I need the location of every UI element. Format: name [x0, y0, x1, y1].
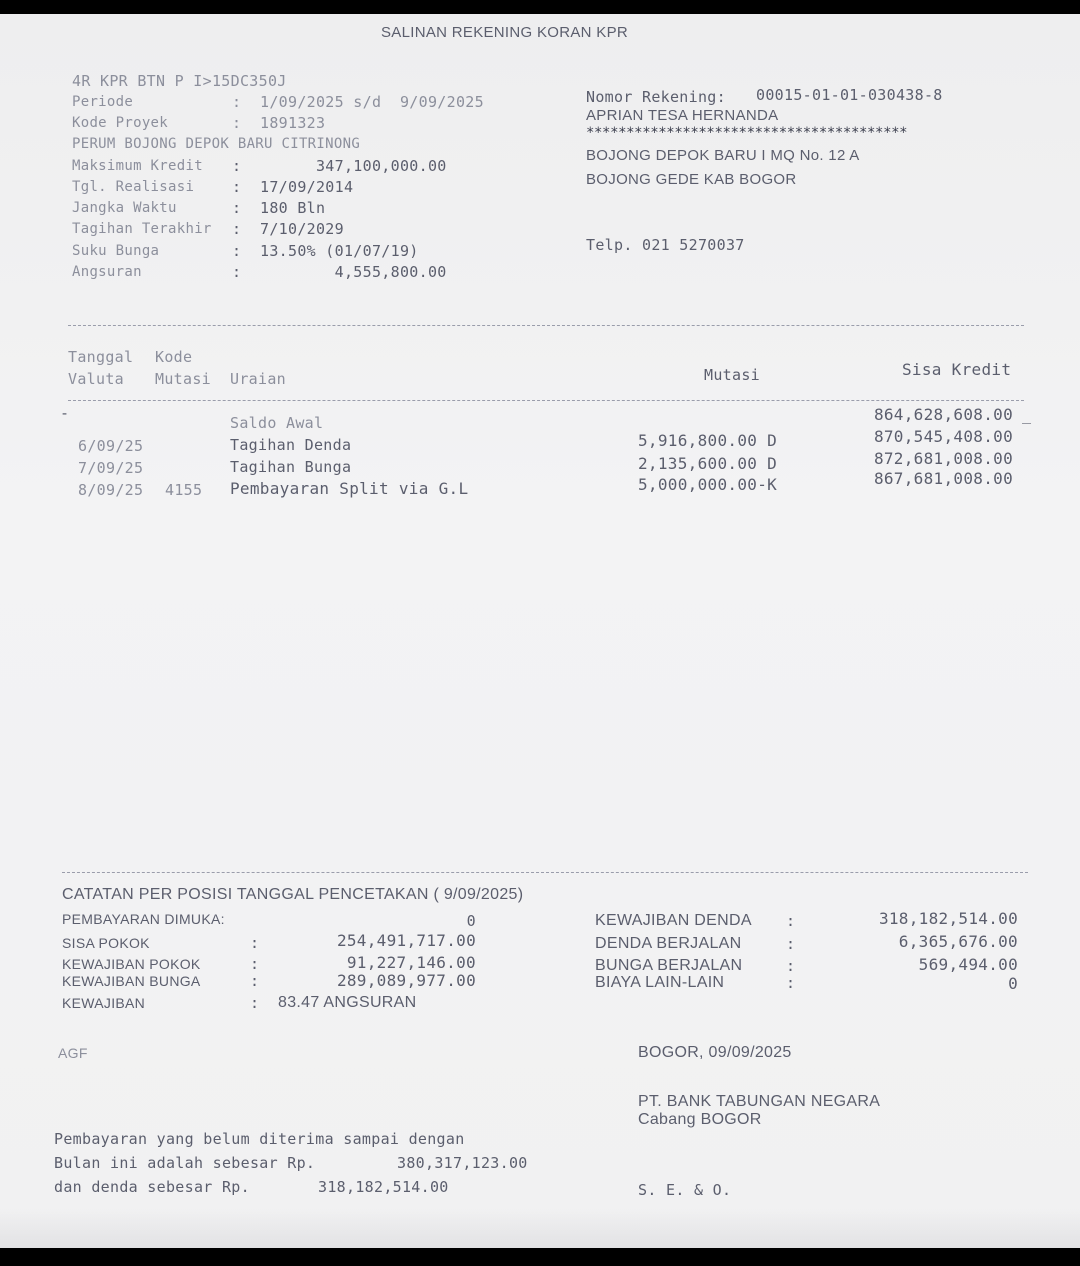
max-credit-value: : 347,100,000.00: [232, 157, 447, 175]
note-label-interest-obligation: KEWAJIBAN BUNGA: [62, 973, 201, 989]
note-colon: :: [786, 935, 796, 953]
col-header-mutasi-code: Mutasi: [155, 370, 211, 388]
realization-date-label: Tgl. Realisasi: [72, 179, 195, 195]
note-value-principal-obligation: 91,227,146.00: [346, 953, 476, 972]
note-colon: :: [250, 955, 260, 973]
account-number-label: Nomor Rekening:: [586, 88, 726, 106]
statement-paper: [0, 14, 1080, 1248]
unpaid-penalty-label: dan denda sebesar Rp.: [54, 1178, 250, 1196]
col-header-kode: Kode: [155, 348, 193, 366]
loan-code: 4R KPR BTN P I>15DC350J: [72, 72, 287, 90]
table-row-sisa: 872,681,008.00: [873, 449, 1013, 468]
note-value-running-penalty: 6,365,676.00: [898, 932, 1018, 951]
project-code-label: Kode Proyek: [72, 115, 169, 131]
table-row-desc: Pembayaran Split via G.L: [230, 479, 469, 498]
note-value-other-fees: 0: [1008, 974, 1018, 993]
note-label-prepayment: PEMBAYARAN DIMUKA:: [62, 911, 225, 927]
divider-header: [68, 400, 1024, 401]
address-line-2: BOJONG GEDE KAB BOGOR: [586, 171, 797, 188]
project-code-value: : 1891323: [232, 114, 326, 132]
document-title: SALINAN REKENING KORAN KPR: [381, 24, 629, 41]
note-label-obligation: KEWAJIBAN: [62, 995, 146, 1011]
note-label-running-interest: BUNGA BERJALAN: [595, 957, 743, 974]
max-credit-label: Maksimum Kredit: [72, 158, 203, 174]
place-date: BOGOR, 09/09/2025: [638, 1044, 792, 1061]
installment-label: Angsuran: [72, 264, 142, 280]
note-colon: :: [786, 957, 796, 975]
period-value: : 1/09/2025 s/d 9/09/2025: [232, 93, 484, 111]
table-row-sisa: 867,681,008.00: [873, 469, 1013, 488]
col-header-mutasi: Mutasi: [704, 366, 760, 384]
table-row-sisa: 870,545,408.00: [873, 427, 1013, 446]
table-row-mutasi: 5,916,800.00 D: [638, 431, 778, 450]
note-label-principal-obligation: KEWAJIBAN POKOK: [62, 956, 201, 972]
bank-name: PT. BANK TABUNGAN NEGARA: [638, 1093, 881, 1110]
table-row-sisa: 864,628,608.00: [873, 405, 1013, 424]
note-value-principal-balance: 254,491,717.00: [336, 931, 476, 950]
margin-mark: _: [1022, 406, 1032, 424]
interest-rate-label: Suku Bunga: [72, 243, 160, 259]
last-bill-label: Tagihan Terakhir: [72, 221, 212, 237]
installment-value: : 4,555,800.00: [232, 263, 447, 281]
account-number: 00015-01-01-030438-8: [756, 86, 943, 104]
customer-name: APRIAN TESA HERNANDA: [586, 107, 779, 124]
table-row-desc: Tagihan Bunga: [230, 458, 352, 476]
table-row-mutasi: 5,000,000.00-K: [638, 475, 778, 494]
table-row-date: 7/09/25: [78, 459, 144, 477]
note-colon: :: [250, 972, 260, 990]
table-row-code: 4155: [165, 481, 203, 499]
note-colon: :: [250, 994, 260, 1012]
note-value-interest-obligation: 289,089,977.00: [336, 971, 476, 990]
table-row-date: 6/09/25: [78, 437, 144, 455]
col-header-tanggal: Tanggal: [68, 348, 134, 366]
unpaid-month-value: 380,317,123.00: [397, 1154, 528, 1172]
notes-title: CATATAN PER POSISI TANGGAL PENCETAKAN ( 9/09/2025): [62, 886, 524, 903]
star-separator: ****************************************: [586, 125, 908, 141]
phone-number: Telp. 021 5270037: [586, 236, 745, 254]
table-row-desc: Tagihan Denda: [230, 436, 352, 454]
col-header-valuta: Valuta: [68, 370, 124, 388]
unpaid-penalty-value: 318,182,514.00: [318, 1178, 449, 1196]
divider-notes: [62, 872, 1028, 873]
note-label-running-penalty: DENDA BERJALAN: [595, 935, 742, 952]
project-name: PERUM BOJONG DEPOK BARU CITRINONG: [72, 136, 361, 152]
term-label: Jangka Waktu: [72, 200, 177, 216]
interest-rate-value: : 13.50% (01/07/19): [232, 242, 419, 260]
note-label-other-fees: BIAYA LAIN-LAIN: [595, 974, 725, 991]
realization-date-value: : 17/09/2014: [232, 178, 354, 196]
term-value: : 180 Bln: [232, 199, 326, 217]
col-header-uraian: Uraian: [230, 370, 286, 388]
bank-branch: Cabang BOGOR: [638, 1111, 762, 1128]
note-value-running-interest: 569,494.00: [918, 955, 1018, 974]
last-bill-value: : 7/10/2029: [232, 220, 344, 238]
note-colon: :: [786, 974, 796, 992]
period-label: Periode: [72, 94, 134, 110]
address-line-1: BOJONG DEPOK BARU I MQ No. 12 A: [586, 147, 860, 164]
errors-omissions-note: S. E. & O.: [638, 1181, 732, 1199]
note-value-penalty-obligation: 318,182,514.00: [878, 909, 1018, 928]
agf-code: AGF: [58, 1045, 88, 1061]
unpaid-message: Pembayaran yang belum diterima sampai dengan: [54, 1130, 465, 1148]
divider-top: [68, 325, 1024, 326]
note-label-principal-balance: SISA POKOK: [62, 935, 150, 951]
col-header-sisa-kredit: Sisa Kredit: [902, 360, 1012, 379]
note-value-prepayment: 0: [466, 912, 476, 930]
note-colon: :: [250, 934, 260, 952]
note-label-penalty-obligation: KEWAJIBAN DENDA: [595, 912, 752, 929]
table-row-mutasi: 2,135,600.00 D: [638, 454, 778, 473]
note-value-obligation: 83.47 ANGSURAN: [278, 994, 417, 1011]
table-row-date: 8/09/25: [78, 481, 144, 499]
table-row-desc: Saldo Awal: [230, 414, 324, 432]
unpaid-month-label: Bulan ini adalah sebesar Rp.: [54, 1154, 316, 1172]
note-colon: :: [786, 912, 796, 930]
paper-shadow: [0, 1208, 1080, 1248]
margin-mark: -: [60, 404, 70, 422]
